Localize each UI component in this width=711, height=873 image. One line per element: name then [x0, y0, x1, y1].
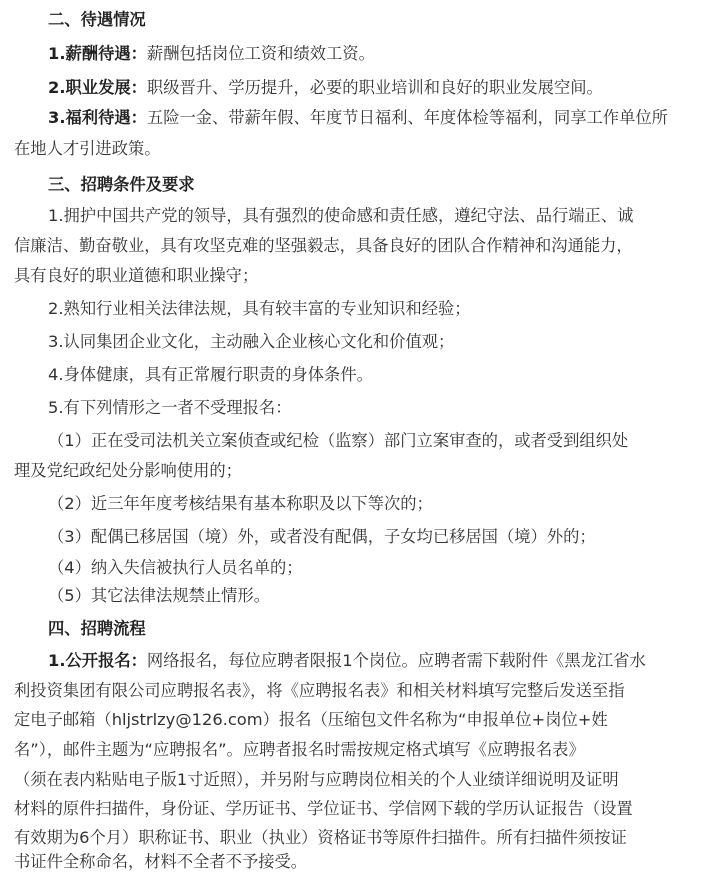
benefit-item-career — [48, 77, 711, 99]
section-heading-requirements: 三、招聘条件及要求 — [48, 175, 195, 194]
process-line: 名”），邮件主题为“应聘报名”。应聘者报名时需按规定格式填写《应聘报名表》 — [14, 740, 585, 759]
item-text: 薪酬包括岗位工资和绩效工资。 — [146, 44, 375, 63]
process-line: 利投资集团有限公司应聘报名表》，将《应聘报名表》和相关材料填写完整后发送至指 — [14, 681, 625, 700]
section-heading-benefits: 二、待遇情况 — [48, 10, 146, 29]
item-lead: 1.薪酬待遇： — [48, 44, 147, 63]
benefit-item-welfare-cont: 在地人才引进政策。 — [14, 139, 161, 158]
requirement-line: （3）配偶已移居国（境）外，或者没有配偶，子女均已移居国（境）外的； — [48, 527, 596, 546]
item-text: 职级晋升、学历提升，必要的职业培训和良好的职业发展空间。 — [146, 78, 603, 97]
requirement-line: （5）其它法律法规禁止情形。 — [48, 586, 271, 605]
requirement-line: 3.认同集团企业文化，主动融入企业核心文化和价值观； — [48, 332, 455, 351]
requirement-line: 理及党纪政纪处分影响使用的； — [14, 461, 242, 480]
process-line: 定电子邮箱（hljstrlzy@126.com）报名（压缩包文件名称为“申报单位+岗位+姓 — [14, 710, 608, 729]
process-line: 书证件全称命名，材料不全者不予接受。 — [14, 852, 308, 871]
requirement-line: 2.熟知行业相关法律法规，具有较丰富的专业知识和经验； — [48, 299, 471, 318]
item-lead: 3.福利待遇： — [48, 108, 147, 127]
requirement-line: （2）近三年年度考核结果有基本称职及以下等次的； — [48, 494, 433, 513]
section-heading-process: 四、招聘流程 — [48, 619, 146, 638]
requirement-line: （1）正在受司法机关立案侦查或纪检（监察）部门立案审查的，或者受到组织处 — [48, 431, 629, 450]
item-text: 五险一金、带薪年假、年度节日福利、年度体检等福利，同享工作单位所 — [146, 108, 668, 127]
requirement-line: 信廉洁、勤奋敬业，具有攻坚克难的坚强毅志，具备良好的团队合作精神和沟通能力， — [14, 236, 633, 255]
requirement-line: 具有良好的职业道德和职业操守； — [14, 266, 259, 285]
requirement-line: （4）纳入失信被执行人员名单的； — [48, 558, 303, 577]
benefit-item-salary — [48, 43, 711, 65]
requirement-line: 4.身体健康，具有正常履行职责的身体条件。 — [48, 365, 373, 384]
item-lead: 1.公开报名： — [48, 651, 147, 670]
requirement-line: 1.拥护中国共产党的领导，具有强烈的使命感和责任感，遵纪守法、品行端正、诚 — [48, 206, 634, 225]
item-lead: 2.职业发展： — [48, 78, 147, 97]
process-line — [48, 650, 711, 672]
requirement-line: 5.有下列情形之一者不受理报名： — [48, 398, 292, 417]
process-line: 材料的原件扫描件，身份证、学历证书、学位证书、学信网下载的学历认证报告（设置 — [14, 799, 633, 818]
item-text: 网络报名，每位应聘者限报1个岗位。应聘者需下载附件《黑龙江省水 — [146, 651, 646, 670]
process-line: （须在表内粘贴电子版1寸近照），并另附与应聘岗位相关的个人业绩详细说明及证明 — [14, 770, 619, 789]
process-line: 有效期为6个月）职称证书、职业（执业）资格证书等原件扫描件。所有扫描件须按证 — [14, 828, 627, 847]
benefit-item-welfare — [48, 107, 711, 129]
